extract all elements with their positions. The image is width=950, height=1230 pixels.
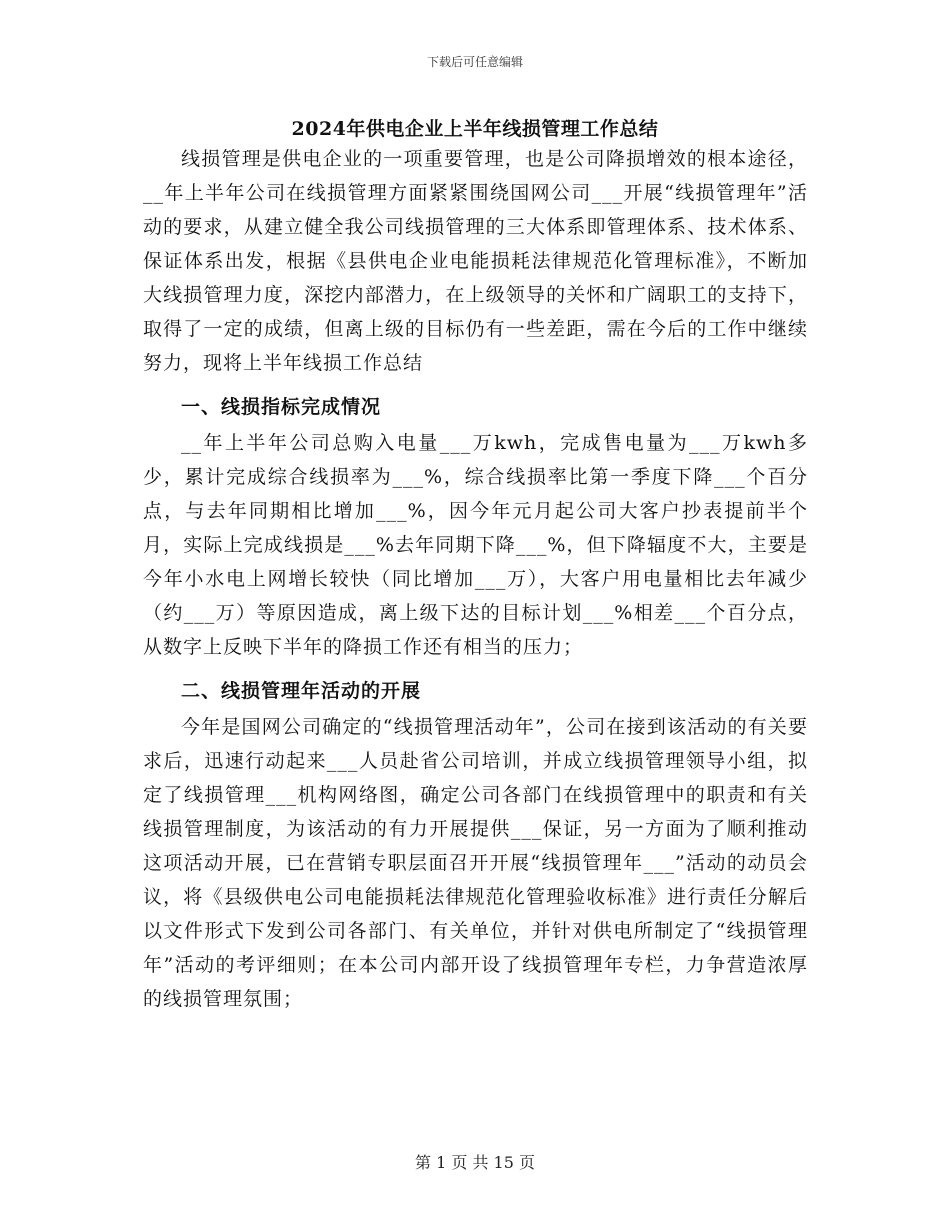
section-paragraph-2: 今年是国网公司确定的“线损管理活动年”，公司在接到该活动的有关要求后，迅速行动起来___人员赴省公司培训，并成立线损管理领导小组，拟定了线损管理___机构网络图，确定公司各部门在线损管理中的职责和有关线损管理制度，为该活动的有力开展提供___保证，另一方面为了顺利推动这项活动开展，已在营销专职层面召开开展“线损管理年___”活动的动员会议，将《县级供电公司电能损耗法律规范化管理验收标准》进行责任分解后以文件形式下发到公司各部门、有关单位，并针对供电所制定了“线损管理年”活动的考评细则；在本公司内部开设了线损管理年专栏，力争营造浓厚的线损管理氛围； [143, 716, 808, 1010]
header-note: 下载后可任意编辑 [426, 55, 523, 69]
intro-paragraph: 线损管理是供电企业的一项重要管理，也是公司降损增效的根本途径，__年上半年公司在线损管理方面紧紧围绕国网公司___开展“线损管理年”活动的要求，从建立健全我公司线损管理的三大体系即管理体系、技术体系、保证体系出发，根据《县供电企业电能损耗法律规范化管理标准》，不断加大线损管理力度，深挖内部潜力，在上级领导的关怀和广阔职工的支持下，取得了一定的成绩，但离上级的目标仍有一些差距，需在今后的工作中继续努力，现将上半年线损工作总结 [143, 148, 808, 374]
section-heading-2: 二、线损管理年活动的开展 [181, 680, 422, 702]
section-heading-1: 一、线损指标完成情况 [181, 396, 382, 418]
section-paragraph-1: __年上半年公司总购入电量___万kwh，完成售电量为___万kwh多少，累计完成综合线损率为___%，综合线损率比第一季度下降___个百分点，与去年同期相比增加___%，因今年元月起公司大客户抄表提前半个月，实际上完成线损是___%去年同期下降___%，但下降辐度不大，主要是今年小水电上网增长较快（同比增加___万），大客户用电量相比去年减少（约___万）等原因造成，离上级下达的目标计划___%相差___个百分点，从数字上反映下半年的降损工作还有相当的压力； [143, 432, 808, 658]
document-title: 2024年供电企业上半年线损管理工作总结 [291, 118, 659, 140]
page-number: 第 1 页 共 15 页 [415, 1153, 535, 1172]
document-body [143, 142, 808, 1016]
